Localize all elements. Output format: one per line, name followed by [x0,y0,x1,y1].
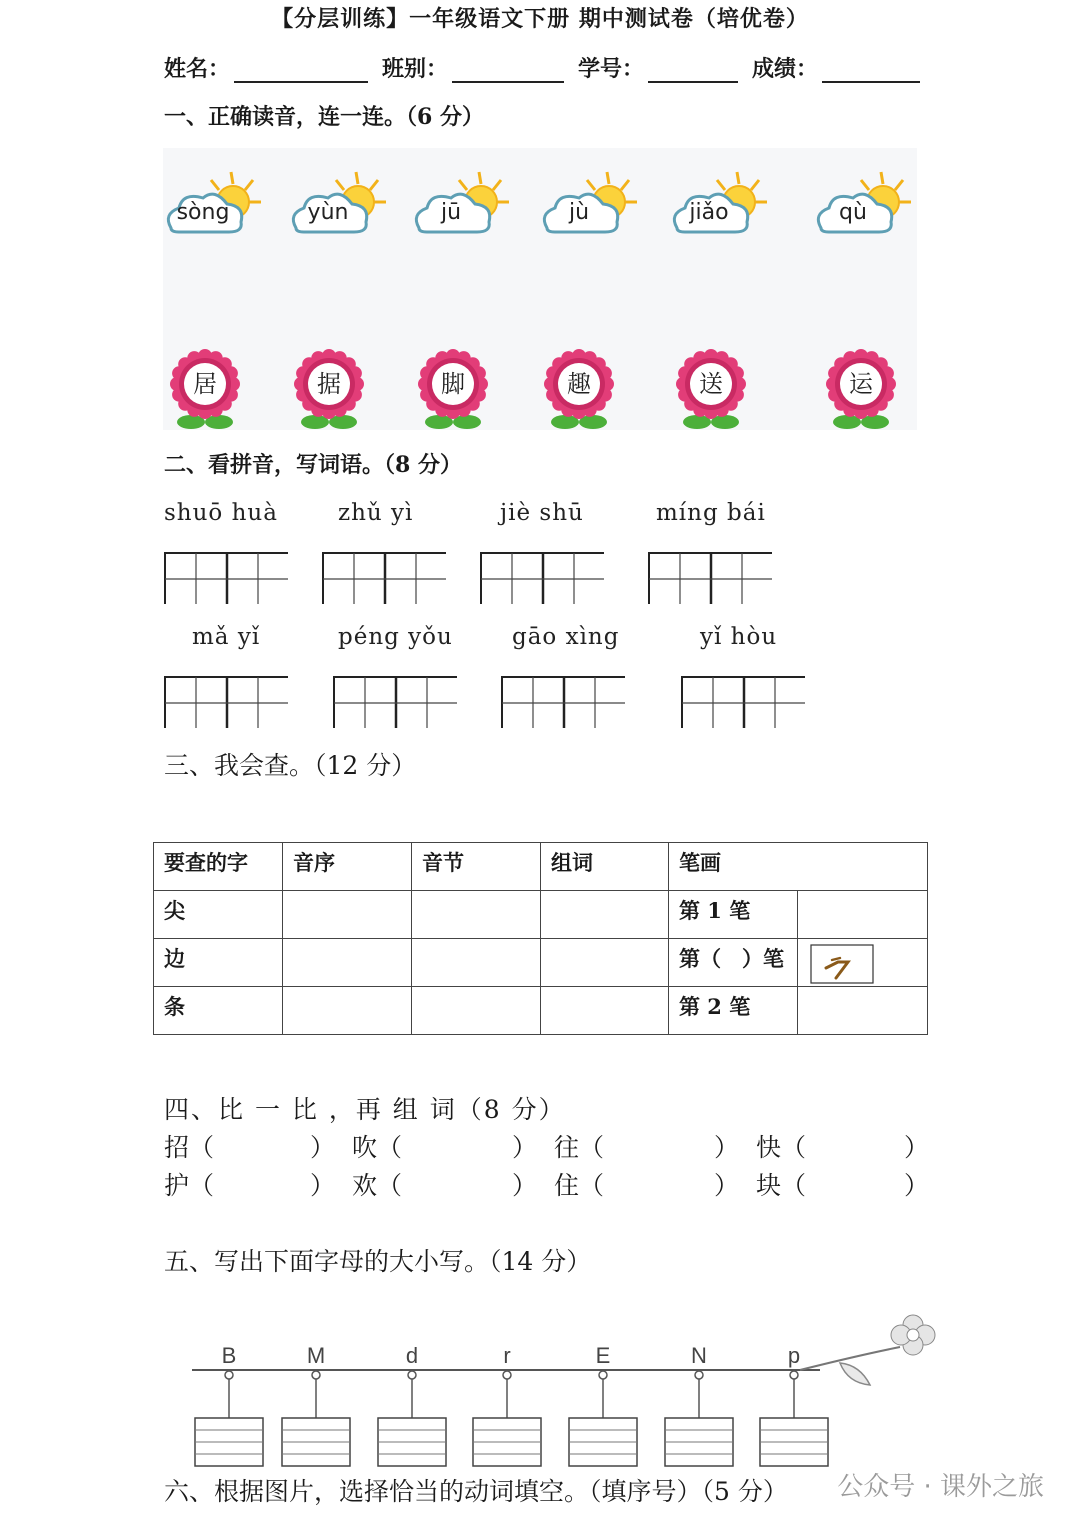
answer-cell[interactable] [412,939,541,987]
pinyin-cloud [411,170,511,240]
pinyin-label: yùn [307,200,349,225]
class-label: 班别： [382,56,449,82]
char-flower [675,346,747,430]
letter-box-group [665,1343,733,1466]
pinyin-4: míng bái [656,500,766,526]
close-paren: ） [714,1171,740,1200]
class-blank[interactable] [452,59,564,83]
char-label: 脚 [441,370,465,398]
letter-label: r [503,1343,511,1368]
pinyin-cloud [163,170,263,240]
close-paren: ） [512,1133,538,1162]
compare-word: 快（ [756,1133,807,1162]
pinyin-2: zhǔ yì [338,500,414,526]
four-line-writing-box[interactable] [473,1418,541,1466]
compare-word: 吹（ [352,1133,403,1162]
pinyin-cloud [813,170,913,240]
name-blank[interactable] [234,59,368,83]
letter-box-group [760,1343,828,1466]
section-4-heading: 四、比 一 比 ，再 组 词（8 分） [164,1095,566,1124]
header-strokes: 笔画 [669,843,928,891]
pinyin-label: qù [839,200,867,225]
char-label: 送 [699,370,723,398]
student-info-row [164,52,934,83]
four-line-writing-box[interactable] [378,1418,446,1466]
stroke-label: 第 1 笔 [669,891,798,939]
four-line-writing-box[interactable] [282,1418,350,1466]
answer-cell[interactable] [798,891,928,939]
close-paren: ） [714,1133,740,1162]
row-char: 边 [154,939,283,987]
answer-cell[interactable] [283,891,412,939]
answer-cell[interactable] [798,987,928,1035]
section-6-heading: 六、根据图片，选择恰当的动词填空。（填序号）（5 分） [164,1477,788,1506]
four-line-writing-box[interactable] [569,1418,637,1466]
close-paren: ） [310,1133,336,1162]
writing-grid[interactable] [164,552,288,604]
pinyin-label: jiǎo [689,200,729,225]
close-paren: ） [310,1171,336,1200]
letter-branch-figure [180,1305,950,1470]
pinyin-cloud [669,170,769,240]
pinyin-matching-picture [163,148,917,430]
pinyin-5: mǎ yǐ [192,624,261,650]
writing-grid[interactable] [322,552,446,604]
char-label: 据 [317,370,341,398]
writing-grid[interactable] [648,552,772,604]
id-label: 学号： [578,56,645,82]
writing-grid[interactable] [501,676,625,728]
compare-row-1 [164,1128,930,1164]
char-label: 运 [849,370,873,398]
section-5-heading: 五、写出下面字母的大小写。（14 分） [164,1247,592,1276]
section-2-heading: 二、看拼音，写词语。（8 分） [164,452,462,478]
page-title: 【分层训练】一年级语文下册 期中测试卷（培优卷） [271,6,809,32]
pinyin-7: gāo xìng [512,624,620,650]
section-3-heading: 三、我会查。（12 分） [164,751,417,780]
pinyin-cloud [288,170,388,240]
writing-grid[interactable] [164,676,288,728]
compare-word: 往（ [554,1133,605,1162]
letter-box-group [378,1343,446,1466]
flower-icon [891,1315,935,1355]
pinyin-label: sòng [176,200,230,225]
letter-box-group [282,1343,350,1466]
char-flower [293,346,365,430]
pinyin-1: shuō huà [164,500,278,526]
section-1-heading: 一、正确读音，连一连。（6 分） [164,104,484,130]
score-blank[interactable] [822,59,920,83]
answer-cell[interactable] [412,987,541,1035]
pinyin-3: jiè shū [500,500,584,526]
stroke-label: 第（ ）笔 [669,939,798,987]
writing-grid[interactable] [333,676,457,728]
answer-cell[interactable] [541,939,669,987]
header-phonetic-order: 音序 [283,843,412,891]
score-label: 成绩： [752,56,819,82]
letter-label: E [595,1343,611,1368]
stroke-picture-cell [798,939,928,987]
char-flower [543,346,615,430]
compare-word: 欢（ [352,1171,403,1200]
close-paren: ） [512,1171,538,1200]
writing-grid[interactable] [480,552,604,604]
answer-cell[interactable] [541,987,669,1035]
compare-word: 住（ [554,1171,605,1200]
letter-label: d [405,1343,419,1368]
pinyin-6: péng yǒu [338,624,453,650]
stroke-shape-icon [810,944,874,984]
compare-row-2 [164,1166,930,1202]
letter-box-group [195,1343,263,1466]
table-row [154,939,928,987]
pinyin-label: jū [440,200,462,225]
writing-grid[interactable] [681,676,805,728]
answer-cell[interactable] [283,939,412,987]
answer-cell[interactable] [412,891,541,939]
letter-label: N [691,1343,707,1368]
pinyin-label: jù [568,200,590,225]
char-flower [417,346,489,430]
table-row [154,891,928,939]
row-char: 条 [154,987,283,1035]
close-paren: ） [904,1133,930,1162]
compare-word: 招（ [164,1133,215,1162]
close-paren: ） [904,1171,930,1200]
id-blank[interactable] [648,59,738,83]
letter-label: M [306,1343,326,1368]
pinyin-cloud [539,170,639,240]
four-line-writing-box[interactable] [665,1418,733,1466]
watermark: 公众号 · 课外之旅 [837,1472,1044,1502]
header-syllable: 音节 [412,843,541,891]
char-flower [169,346,241,430]
compare-word: 块（ [756,1171,807,1200]
row-char: 尖 [154,891,283,939]
pinyin-8: yǐ hòu [700,624,778,650]
header-word: 组词 [541,843,669,891]
four-line-writing-box[interactable] [195,1418,263,1466]
letter-label: p [787,1343,801,1368]
char-label: 居 [193,370,217,398]
answer-cell[interactable] [541,891,669,939]
char-flower [825,346,897,430]
char-label: 趣 [567,370,591,398]
letter-label: B [221,1343,237,1368]
name-label: 姓名： [164,56,231,82]
four-line-writing-box[interactable] [760,1418,828,1466]
table-row [154,987,928,1035]
dictionary-lookup-table [153,842,928,1035]
answer-cell[interactable] [283,987,412,1035]
letter-box-group [473,1343,541,1466]
letter-box-group [569,1343,637,1466]
compare-word: 护（ [164,1171,215,1200]
header-char: 要查的字 [154,843,283,891]
stroke-label: 第 2 笔 [669,987,798,1035]
